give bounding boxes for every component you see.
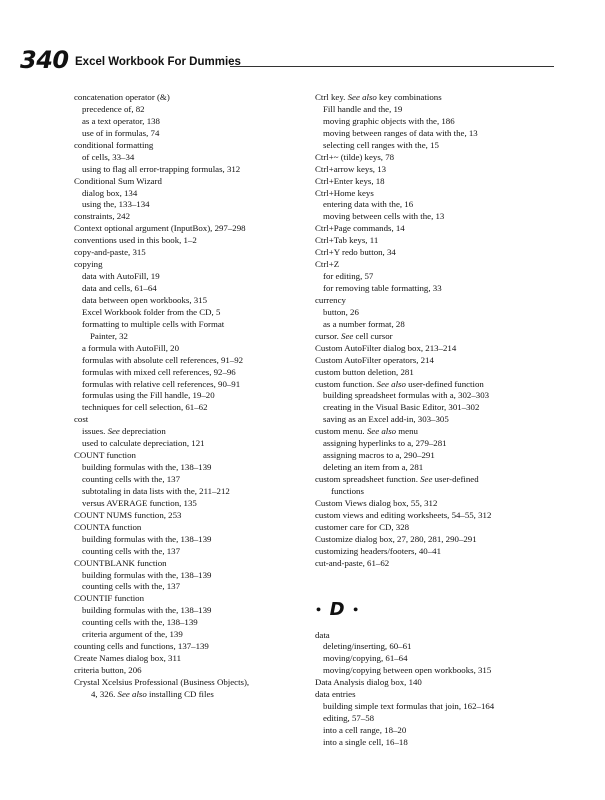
index-entry (315, 331, 567, 343)
entry-text: Context optional argument (InputBox), 297–298 (74, 223, 246, 234)
entry-text: into a single cell, 16–18 (323, 736, 408, 747)
index-entry (315, 498, 567, 510)
entry-text: creating in the Visual Basic Editor, 301–302 (323, 402, 480, 413)
index-subentry (74, 534, 310, 546)
entry-text: versus AVERAGE function, 135 (82, 497, 197, 508)
index-subentry (315, 737, 567, 749)
entry-text: subtotaling in data lists with the, 211–212 (82, 485, 230, 496)
entry-text: counting cells with the, 137 (82, 581, 181, 592)
index-subentry (315, 402, 567, 414)
entry-text: counting cells and functions, 137–139 (74, 641, 209, 652)
entry-text: moving/copying between open workbooks, 315 (323, 665, 492, 676)
see-target: menu (396, 426, 418, 437)
entry-text: Painter, 32 (90, 330, 128, 341)
index-entry (74, 235, 310, 247)
index-subentry (315, 116, 567, 128)
page-number: 340 (20, 46, 69, 74)
index-entry (74, 653, 310, 665)
index-subentry (74, 307, 310, 319)
entry-text: data between open workbooks, 315 (82, 294, 208, 305)
index-subentry (74, 104, 310, 116)
index-subentry (74, 570, 310, 582)
entry-text: data (315, 629, 330, 640)
see-target: user-defined (432, 474, 479, 484)
entry-text: deleting an item from a, 281 (323, 462, 424, 473)
index-entry (74, 211, 310, 223)
index-entry (315, 546, 567, 558)
entry-text: conventions used in this book, 1–2 (74, 235, 197, 246)
see-target: key combinations (376, 92, 442, 102)
index-entry (315, 152, 567, 164)
header-rule (230, 66, 554, 67)
book-title: Excel Workbook For Dummies (75, 56, 241, 68)
entry-text: button, 26 (323, 306, 359, 317)
entry-text: Ctrl+Tab keys, 11 (315, 235, 379, 246)
index-subentry (74, 498, 310, 510)
index-entries-c (315, 92, 567, 570)
entry-text: data and cells, 61–64 (82, 283, 157, 293)
entry-text: custom menu. (315, 426, 365, 437)
index-entry (74, 677, 310, 689)
entry-text: Custom AutoFilter dialog box, 213–214 (315, 342, 457, 353)
index-subentry (74, 188, 310, 200)
index-subentry (315, 701, 567, 713)
index-subentry (74, 402, 310, 414)
index-subentry (315, 438, 567, 450)
index-entry (74, 450, 310, 462)
entry-text: selecting cell ranges with the, 15 (323, 139, 439, 150)
index-entry (74, 665, 310, 677)
see-reference: See also (347, 92, 377, 102)
entry-text: building formulas with the, 138–139 (82, 533, 212, 544)
index-subentry (315, 450, 567, 462)
entry-text: custom button deletion, 281 (315, 366, 414, 377)
see-target: installing CD files (146, 688, 214, 699)
entry-text: customer care for CD, 328 (315, 521, 410, 532)
entry-text: customizing headers/footers, 40–41 (315, 545, 441, 556)
index-entry (74, 641, 310, 653)
entry-text: Ctrl+Page commands, 14 (315, 223, 405, 234)
index-entry (74, 92, 310, 104)
entry-text: assigning hyperlinks to a, 279–281 (323, 438, 447, 449)
index-entry (74, 558, 310, 570)
entry-text: cut-and-paste, 61–62 (315, 557, 390, 568)
index-entry (74, 176, 310, 188)
index-entry (74, 247, 310, 259)
see-reference: See (341, 330, 354, 341)
index-entry (74, 223, 310, 235)
see-target: depreciation (119, 426, 166, 437)
index-subentry (74, 319, 310, 331)
entry-text: criteria button, 206 (74, 665, 142, 675)
index-subentry (315, 128, 567, 140)
entry-text: custom views and editing worksheets, 54–55, 312 (315, 509, 492, 520)
entry-text: deleting/inserting, 60–61 (323, 641, 412, 652)
index-subentry (74, 426, 310, 438)
index-subentry (74, 390, 310, 402)
entry-text: moving between cells with the, 13 (323, 211, 445, 222)
entry-text: moving/copying, 61–64 (323, 653, 408, 664)
entry-text: counting cells with the, 137 (82, 545, 181, 556)
entry-text: cost (74, 414, 89, 425)
entry-text: Ctrl+Z (315, 259, 340, 270)
index-entry (74, 593, 310, 605)
index-subentry (315, 390, 567, 402)
entry-text: Excel Workbook folder from the CD, 5 (82, 306, 221, 317)
entry-text: formulas using the Fill handle, 19–20 (82, 390, 215, 401)
see-reference: See also (376, 378, 406, 389)
entry-text: data with AutoFill, 19 (82, 271, 160, 282)
entry-text: using to flag all error-trapping formulas, 312 (82, 163, 241, 174)
index-entry (315, 247, 567, 259)
entry-text: functions (331, 485, 364, 496)
index-column-left (74, 92, 310, 701)
entry-text: formulas with relative cell references, 90–91 (82, 378, 241, 389)
entry-text: Crystal Xcelsius Professional (Business Objects), (74, 676, 250, 687)
entry-text: data entries (315, 689, 356, 700)
index-subentry (74, 199, 310, 211)
index-column-right (315, 92, 567, 749)
index-subentry (74, 164, 310, 176)
index-entry (315, 295, 567, 307)
index-entry (315, 235, 567, 247)
index-subentry (315, 665, 567, 677)
entry-text: saving as an Excel add-in, 303–305 (323, 414, 449, 425)
index-subentry (315, 319, 567, 331)
index-entry (315, 677, 567, 689)
index-subentry (74, 474, 310, 486)
entry-text: COUNTBLANK function (74, 557, 167, 568)
section-bullet-right: • (352, 603, 360, 616)
index-entry (315, 259, 567, 271)
index-entry (315, 176, 567, 188)
entry-text: 4, 326. (91, 688, 116, 699)
entry-text: moving between ranges of data with the, 13 (323, 127, 478, 138)
index-subentry (74, 152, 310, 164)
section-spacer (315, 570, 567, 590)
section-letter: D (329, 599, 345, 620)
index-subentry (74, 379, 310, 391)
entry-text: Ctrl+Enter keys, 18 (315, 175, 385, 186)
index-entry (315, 689, 567, 701)
index-subentry (315, 283, 567, 295)
entry-text: using the, 133–134 (82, 199, 150, 210)
entry-text: copying (74, 259, 103, 270)
entry-text: formulas with mixed cell references, 92–96 (82, 366, 236, 377)
entry-text: formatting to multiple cells with Format (82, 318, 225, 329)
entry-text: conditional formatting (74, 139, 154, 150)
see-reference: See also (117, 688, 147, 699)
index-entry (74, 510, 310, 522)
index-subentry (74, 128, 310, 140)
index-subentry (315, 271, 567, 283)
entry-text: use of in formulas, 74 (82, 127, 160, 138)
entry-text: concatenation operator (&) (74, 92, 170, 102)
entry-text: of cells, 33–34 (82, 151, 135, 162)
index-entry (315, 355, 567, 367)
index-subentry (74, 116, 310, 128)
index-entry (315, 630, 567, 642)
index-subentry (74, 283, 310, 295)
index-subentry (74, 581, 310, 593)
index-subentry (315, 211, 567, 223)
entry-text: building simple text formulas that join, 162–164 (323, 701, 495, 712)
index-entry (74, 522, 310, 534)
entry-text: issues. (82, 426, 106, 437)
index-subentry (315, 725, 567, 737)
index-entry (315, 343, 567, 355)
entry-text: COUNT NUMS function, 253 (74, 509, 182, 520)
index-entries-d (315, 630, 567, 749)
index-subentry (315, 641, 567, 653)
index-entry (315, 522, 567, 534)
entry-text: building spreadsheet formulas with a, 302–303 (323, 390, 490, 401)
index-subentry (74, 546, 310, 558)
entry-text: dialog box, 134 (82, 187, 138, 198)
entry-text: counting cells with the, 137 (82, 474, 181, 484)
entry-text: Ctrl+~ (tilde) keys, 78 (315, 151, 395, 162)
entry-text: criteria argument of the, 139 (82, 629, 183, 640)
see-reference: See (107, 426, 120, 437)
index-entry-continuation (315, 486, 567, 498)
index-subentry (74, 367, 310, 379)
entry-text: cursor. (315, 330, 339, 341)
index-subentry (315, 199, 567, 211)
index-subentry (74, 438, 310, 450)
index-entry (315, 426, 567, 438)
section-heading-d (315, 590, 567, 630)
entry-text: precedence of, 82 (82, 103, 145, 114)
entry-text: a formula with AutoFill, 20 (82, 342, 180, 353)
index-entry (315, 188, 567, 200)
section-bullet-left: • (315, 603, 323, 616)
entry-text: Data Analysis dialog box, 140 (315, 677, 422, 688)
index-entry (74, 414, 310, 426)
entry-text: Custom Views dialog box, 55, 312 (315, 497, 438, 508)
index-entry (315, 164, 567, 176)
entry-text: into a cell range, 18–20 (323, 725, 407, 735)
entry-text: for removing table formatting, 33 (323, 283, 442, 293)
index-entry (315, 379, 567, 391)
index-entry (315, 92, 567, 104)
see-target: cell cursor (353, 330, 393, 341)
see-reference: See (420, 474, 433, 484)
entry-text: assigning macros to a, 290–291 (323, 450, 435, 461)
index-subentry (315, 104, 567, 116)
entry-text: used to calculate depreciation, 121 (82, 438, 205, 449)
index-entry (74, 140, 310, 152)
entry-text: building formulas with the, 138–139 (82, 605, 212, 616)
entry-text: Ctrl+Home keys (315, 187, 374, 198)
index-entry-continuation (74, 331, 310, 343)
entry-text: COUNTIF function (74, 593, 145, 604)
entry-text: COUNT function (74, 450, 136, 461)
entry-text: Fill handle and the, 19 (323, 103, 403, 114)
index-subentry (74, 605, 310, 617)
index-subentry (74, 295, 310, 307)
entry-text: techniques for cell selection, 61–62 (82, 402, 208, 413)
index-subentry (74, 462, 310, 474)
entry-text: Conditional Sum Wizard (74, 175, 162, 186)
entry-text: currency (315, 294, 346, 305)
entry-text: as a text operator, 138 (82, 115, 160, 126)
index-subentry (315, 140, 567, 152)
index-subentry (74, 343, 310, 355)
entry-text: copy-and-paste, 315 (74, 247, 146, 258)
entry-text: Customize dialog box, 27, 280, 281, 290–291 (315, 533, 477, 544)
see-target: user-defined function (405, 378, 484, 389)
index-entry (315, 510, 567, 522)
entry-text: building formulas with the, 138–139 (82, 462, 212, 473)
entry-text: COUNTA function (74, 521, 142, 532)
index-entry (315, 474, 567, 486)
entry-text: editing, 57–58 (323, 713, 375, 724)
index-subentry (74, 271, 310, 283)
index-subentry (74, 355, 310, 367)
index-entry (315, 558, 567, 570)
index-subentry (315, 653, 567, 665)
index-subentry (74, 629, 310, 641)
entry-text: for editing, 57 (323, 271, 374, 282)
index-entry (315, 534, 567, 546)
entry-text: building formulas with the, 138–139 (82, 569, 212, 580)
entry-text: Ctrl+arrow keys, 13 (315, 163, 387, 174)
index-subentry (74, 486, 310, 498)
entry-text: as a number format, 28 (323, 318, 405, 329)
index-subentry (315, 307, 567, 319)
entry-text: Ctrl key. (315, 92, 346, 102)
entry-text: counting cells with the, 138–139 (82, 617, 198, 628)
index-entry-continuation (74, 689, 310, 701)
entry-text: Custom AutoFilter operators, 214 (315, 354, 434, 365)
entry-text: entering data with the, 16 (323, 199, 414, 210)
entry-text: custom function. (315, 378, 375, 389)
entry-text: custom spreadsheet function. (315, 474, 418, 484)
index-subentry (315, 462, 567, 474)
index-subentry (315, 414, 567, 426)
index-subentry (315, 713, 567, 725)
entry-text: formulas with absolute cell references, 91–92 (82, 354, 244, 365)
index-subentry (74, 617, 310, 629)
entry-text: Create Names dialog box, 311 (74, 653, 181, 664)
entry-text: constraints, 242 (74, 211, 131, 222)
index-entry (74, 259, 310, 271)
entry-text: moving graphic objects with the, 186 (323, 115, 455, 126)
see-reference: See also (366, 426, 397, 437)
index-entry (315, 223, 567, 235)
entry-text: Ctrl+Y redo button, 34 (315, 247, 396, 258)
page-header (20, 46, 540, 76)
index-entry (315, 367, 567, 379)
